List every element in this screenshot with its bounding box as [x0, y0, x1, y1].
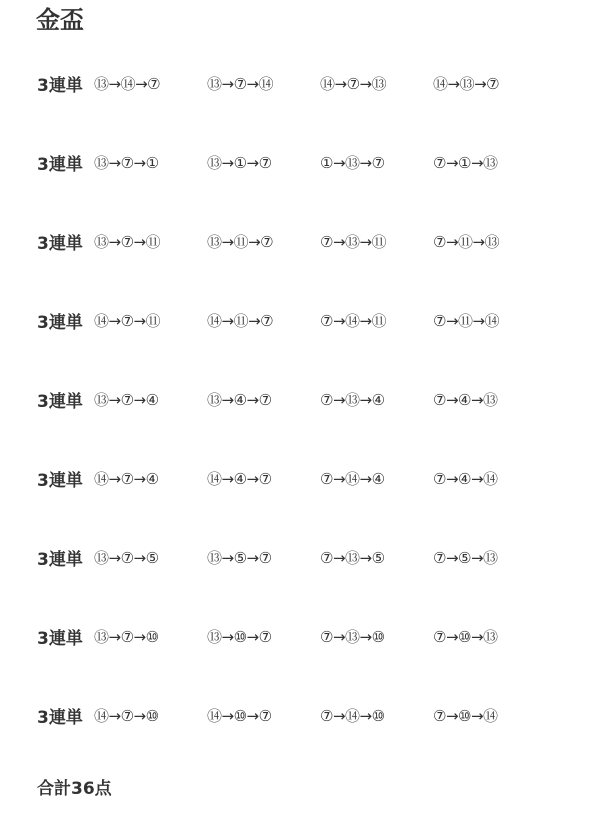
bet-combination: ⑦→⑩→⑭	[433, 706, 498, 725]
bet-type-label: 3連単	[37, 312, 83, 333]
bet-type-label: 3連単	[37, 628, 83, 649]
bet-combination: ⑦→⑪→⑬	[433, 232, 500, 251]
bet-combination: ⑦→④→⑬	[433, 390, 498, 409]
bet-combination: ①→⑬→⑦	[320, 153, 385, 172]
bet-combination: ⑦→⑬→⑤	[320, 548, 385, 567]
bet-combination: ⑭→⑪→⑦	[207, 311, 274, 330]
page-title: 金盃	[36, 6, 84, 34]
bet-combination: ⑭→⑬→⑦	[433, 74, 500, 93]
bet-combination: ⑭→⑦→④	[94, 469, 159, 488]
bet-combination: ⑦→⑪→⑭	[433, 311, 500, 330]
bet-combination: ⑬→⑦→①	[94, 153, 159, 172]
bet-combination: ⑬→⑦→⑭	[207, 74, 274, 93]
bet-type-label: 3連単	[37, 154, 83, 175]
bet-combination: ⑦→⑭→⑩	[320, 706, 385, 725]
bet-row-content	[37, 70, 546, 96]
bet-combination: ⑦→⑬→⑩	[320, 627, 385, 646]
bet-type-label: 3連単	[37, 233, 83, 254]
bet-row-content	[37, 386, 546, 412]
bet-row-content	[37, 307, 546, 333]
bet-combination: ⑭→⑦→⑩	[94, 706, 159, 725]
total-label: 合計36点	[37, 779, 112, 799]
bet-combination: ⑬→⑤→⑦	[207, 548, 272, 567]
bet-combination: ⑬→⑪→⑦	[207, 232, 274, 251]
bet-row	[37, 544, 577, 623]
bet-combination: ⑦→①→⑬	[433, 153, 498, 172]
bet-row	[37, 702, 577, 781]
bet-combination: ⑦→⑭→④	[320, 469, 385, 488]
bet-row	[37, 149, 577, 228]
bet-row-content	[37, 228, 546, 254]
bet-combination: ⑬→⑦→④	[94, 390, 159, 409]
bet-combination: ⑭→④→⑦	[207, 469, 272, 488]
bet-type-label: 3連単	[37, 707, 83, 728]
bet-combination: ⑬→⑦→⑩	[94, 627, 159, 646]
bet-row	[37, 70, 577, 149]
bet-combination: ⑭→⑦→⑪	[94, 311, 161, 330]
bet-combination: ⑦→⑤→⑬	[433, 548, 498, 567]
bet-row-content	[37, 544, 546, 570]
bet-combination: ⑬→⑦→⑤	[94, 548, 159, 567]
bet-row	[37, 465, 577, 544]
bet-combination: ⑦→⑩→⑬	[433, 627, 498, 646]
bet-row	[37, 228, 577, 307]
bet-row	[37, 307, 577, 386]
bet-type-label: 3連単	[37, 549, 83, 570]
bet-combination: ⑬→⑦→⑪	[94, 232, 161, 251]
bet-combination: ⑦→⑭→⑪	[320, 311, 387, 330]
bet-combination: ⑦→④→⑭	[433, 469, 498, 488]
bet-row-content	[37, 623, 546, 649]
bet-type-label: 3連単	[37, 75, 83, 96]
bet-combination: ⑦→⑬→④	[320, 390, 385, 409]
bet-combination: ⑬→⑭→⑦	[94, 74, 161, 93]
bet-type-label: 3連単	[37, 470, 83, 491]
bet-combination: ⑬→①→⑦	[207, 153, 272, 172]
bet-row-content	[37, 149, 546, 175]
bet-list	[37, 70, 577, 781]
bet-combination: ⑦→⑬→⑪	[320, 232, 387, 251]
bet-row-content	[37, 702, 546, 728]
bet-combination: ⑬→④→⑦	[207, 390, 272, 409]
bet-type-label: 3連単	[37, 391, 83, 412]
bet-row-content	[37, 465, 546, 491]
bet-combination: ⑬→⑩→⑦	[207, 627, 272, 646]
bet-combination: ⑭→⑩→⑦	[207, 706, 272, 725]
bet-combination: ⑭→⑦→⑬	[320, 74, 387, 93]
bet-row	[37, 623, 577, 702]
bet-row	[37, 386, 577, 465]
